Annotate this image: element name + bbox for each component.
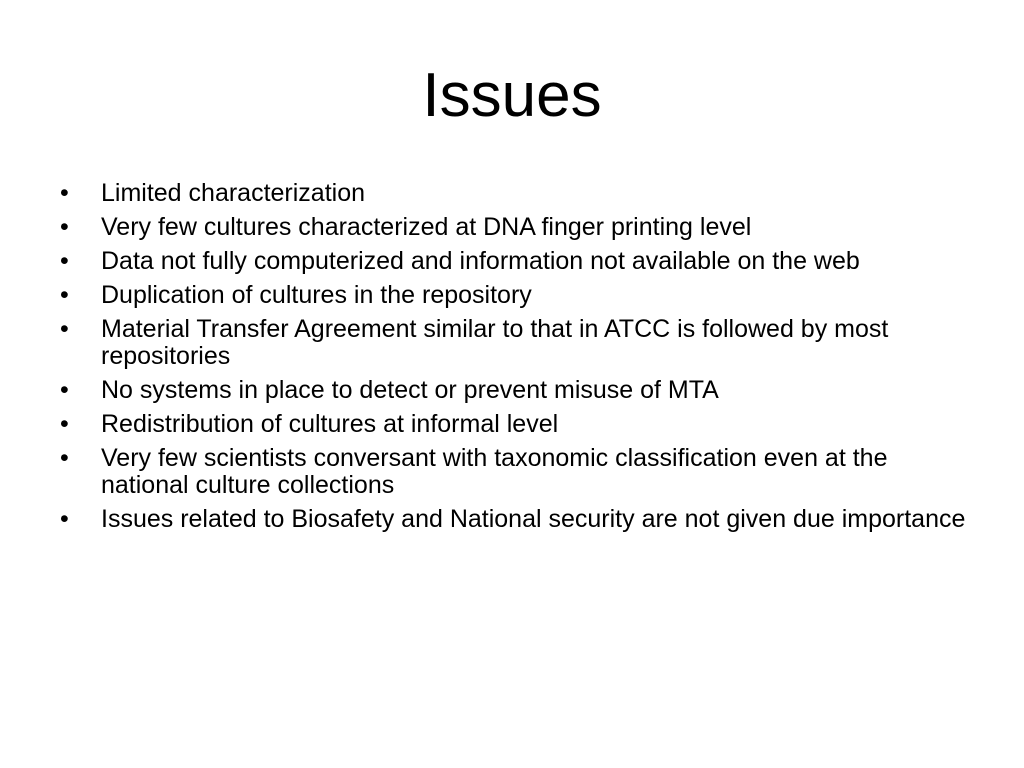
bullet-item (60, 214, 980, 241)
bullet-item (60, 411, 980, 438)
bullet-text: Duplication of cultures in the repository (101, 281, 532, 309)
bullet-dot-icon: • (60, 444, 69, 472)
bullet-item (60, 248, 980, 275)
bullet-dot-icon: • (60, 376, 69, 404)
bullet-dot-icon: • (60, 505, 69, 533)
bullet-dot-icon: • (60, 179, 69, 207)
bullet-item (60, 506, 980, 533)
bullet-item (60, 377, 980, 404)
bullet-dot-icon: • (60, 410, 69, 438)
bullet-list (60, 180, 980, 540)
bullet-dot-icon: • (60, 281, 69, 309)
bullet-dot-icon: • (60, 315, 69, 343)
bullet-dot-icon: • (60, 213, 69, 241)
bullet-text: Data not fully computerized and information not available on the web (101, 247, 860, 275)
bullet-text: Material Transfer Agreement similar to that in ATCC is followed by most repositories (101, 315, 889, 370)
bullet-item (60, 282, 980, 309)
bullet-dot-icon: • (60, 247, 69, 275)
slide-title: Issues (422, 61, 602, 130)
bullet-text: Issues related to Biosafety and National security are not given due importance (101, 505, 966, 533)
bullet-text: Limited characterization (101, 179, 366, 207)
bullet-item (60, 445, 980, 499)
bullet-text: Redistribution of cultures at informal level (101, 410, 559, 438)
bullet-text: Very few scientists conversant with taxonomic classification even at the national culture collections (101, 444, 888, 499)
bullet-text: Very few cultures characterized at DNA finger printing level (101, 213, 752, 241)
bullet-item (60, 180, 980, 207)
bullet-text: No systems in place to detect or prevent misuse of MTA (101, 376, 719, 404)
bullet-item (60, 316, 980, 370)
